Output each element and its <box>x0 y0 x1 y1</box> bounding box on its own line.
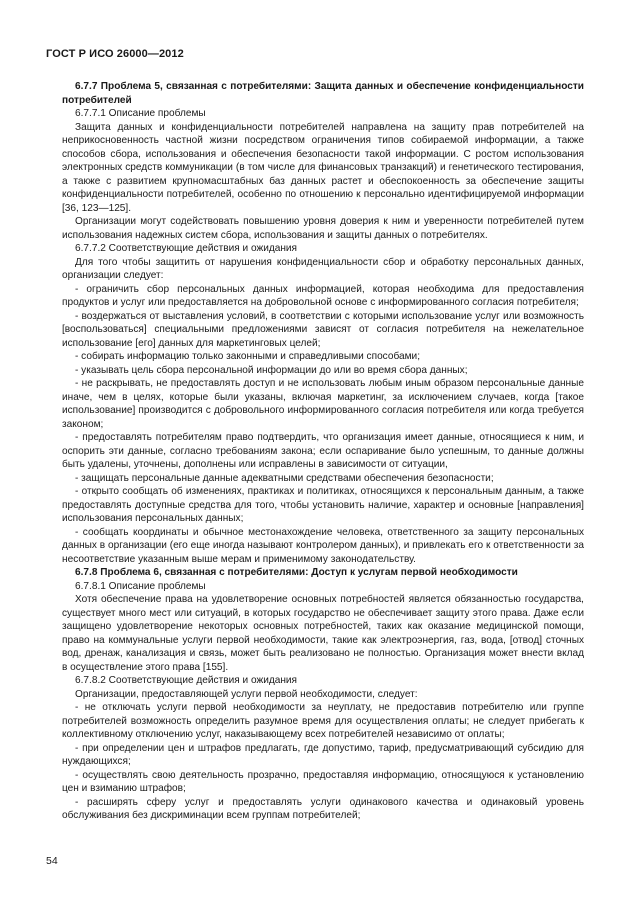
list-item: - предоставлять потребителям право подтвердить, что организация имеет данные, относящиеся к ним, и оспорить эти данные, согласно требованиям закона; если оспаривание было успешным, то данные должны быть удалены, уточнены, дополнены или исправлены в зависимости от ситуации, <box>62 432 584 470</box>
list-item: - сообщать координаты и обычное местонахождение человека, ответственного за защиту персональных данных в организации (его еще иногда называют контролером данных), и привлекать его к ответственности за несоответствие указанным выше мерам и применимому законодательству. <box>62 526 584 565</box>
list-item: - указывать цель сбора персональной информации до или во время сбора данных; <box>75 364 468 376</box>
page-number: 54 <box>46 855 58 867</box>
list-item: - осуществлять свою деятельность прозрачно, предоставляя информацию, относящуюся к установлению цен и взиманию штрафов; <box>62 769 584 794</box>
list-item: - защищать персональные данные адекватными средствами обеспечения безопасности; <box>75 472 494 484</box>
subsection-heading-6-7-8-2: 6.7.8.2 Соответствующие действия и ожидания <box>75 675 298 686</box>
section-heading-6-7-8: 6.7.8 Проблема 6, связанная с потребителями: Доступ к услугам первой необходимости <box>75 567 518 578</box>
list-item: - расширять сферу услуг и предоставлять услуги одинакового качества и одинаковый уровень обслуживания без дискриминации всем группам потребителей; <box>62 796 584 821</box>
list-item: - собирать информацию только законными и справедливыми способами; <box>75 351 420 362</box>
subsection-heading-6-7-8-1: 6.7.8.1 Описание проблемы <box>75 580 206 592</box>
list-item: - при определении цен и штрафов предлагать, где допустимо, тариф, предусматривающий субсидию для нуждающихся; <box>62 742 584 767</box>
document-body <box>62 80 584 823</box>
section-heading-6-7-7: 6.7.7 Проблема 5, связанная с потребителями: Защита данных и обеспечение конфиденциальности потребителей <box>62 81 584 106</box>
paragraph: Организации могут содействовать повышению уровня доверия к ним и уверенности потребителей путем использования надежных систем сбора, использования и защиты данных о потребителях. <box>62 216 584 241</box>
paragraph: Хотя обеспечение права на удовлетворение основных потребностей является обязанностью государства, существует много мест или ситуаций, в которых государство не обеспечивает защиту этого права. Даже если защищено удовлетворение некоторых основных потребностей, таких как оказание медицинской помощи, право на коммунальные услуги первой необходимости, такие как электроэнергия, газ, вода, [отвод] сточных вод, дренаж, канализация и связь, может быть реализовано не полностью. Организация может внести вклад в осуществление этого права [155]. <box>62 594 584 673</box>
paragraph: Организации, предоставляющей услуги первой необходимости, следует: <box>75 688 418 700</box>
subsection-heading-6-7-7-1: 6.7.7.1 Описание проблемы <box>75 108 206 119</box>
list-item: - открыто сообщать об изменениях, практиках и политиках, относящихся к персональным данным, а также предоставлять доступные средства для того, чтобы установить наличие, характер и основные [направления] использования персональных данных; <box>62 486 584 524</box>
paragraph: Защита данных и конфиденциальности потребителей направлена на защиту прав потребителей на неприкосновенность частной жизни посредством ограничения типов собираемой информации, а также способов сбора, использования и обеспечения безопасности такой информации. С ростом использования электронных средств коммуникации (в том числе для финансовых транзакций) и генетического тестирования, а также с развитием крупномасштабных баз данных растет и обеспокоенность за обеспечение защиты конфиденциальности потребителей, особенно по отношению к персонально идентифицируемой информации [36, 123—125]. <box>62 121 584 214</box>
list-item: - не раскрывать, не предоставлять доступ и не использовать любым иным образом персональные данные иначе, чем в целях, которые были указаны, включая маркетинг, за исключением случаев, когда [такое использование] производится с добровольного информированного согласия потребителя или когда требуется законом; <box>62 378 584 430</box>
document-header: ГОСТ Р ИСО 26000—2012 <box>46 48 184 60</box>
list-item: - воздержаться от выставления условий, в соответствии с которыми использование услуг или возможность [воспользоваться] специальными предложениями зависят от согласия потребителя на нежелательное использование [его] данных для маркетинговых целей; <box>62 310 584 349</box>
list-item: - не отключать услуги первой необходимости за неуплату, не предоставив потребителю или группе потребителей возможность определить разумное время для осуществления оплаты; не следует прибегать к коллективному отключению услуг, наказывающему всех потребителей независимо от оплаты; <box>62 702 584 740</box>
subsection-heading-6-7-7-2: 6.7.7.2 Соответствующие действия и ожидания <box>75 243 298 254</box>
paragraph: Для того чтобы защитить от нарушения конфиденциальности сбор и обработку персональных данных, организации следует: <box>62 256 584 281</box>
list-item: - ограничить сбор персональных данных информацией, которая необходима для предоставления продуктов и услуг или предоставляется на добровольной основе с информированного согласия потребителя; <box>62 283 584 308</box>
